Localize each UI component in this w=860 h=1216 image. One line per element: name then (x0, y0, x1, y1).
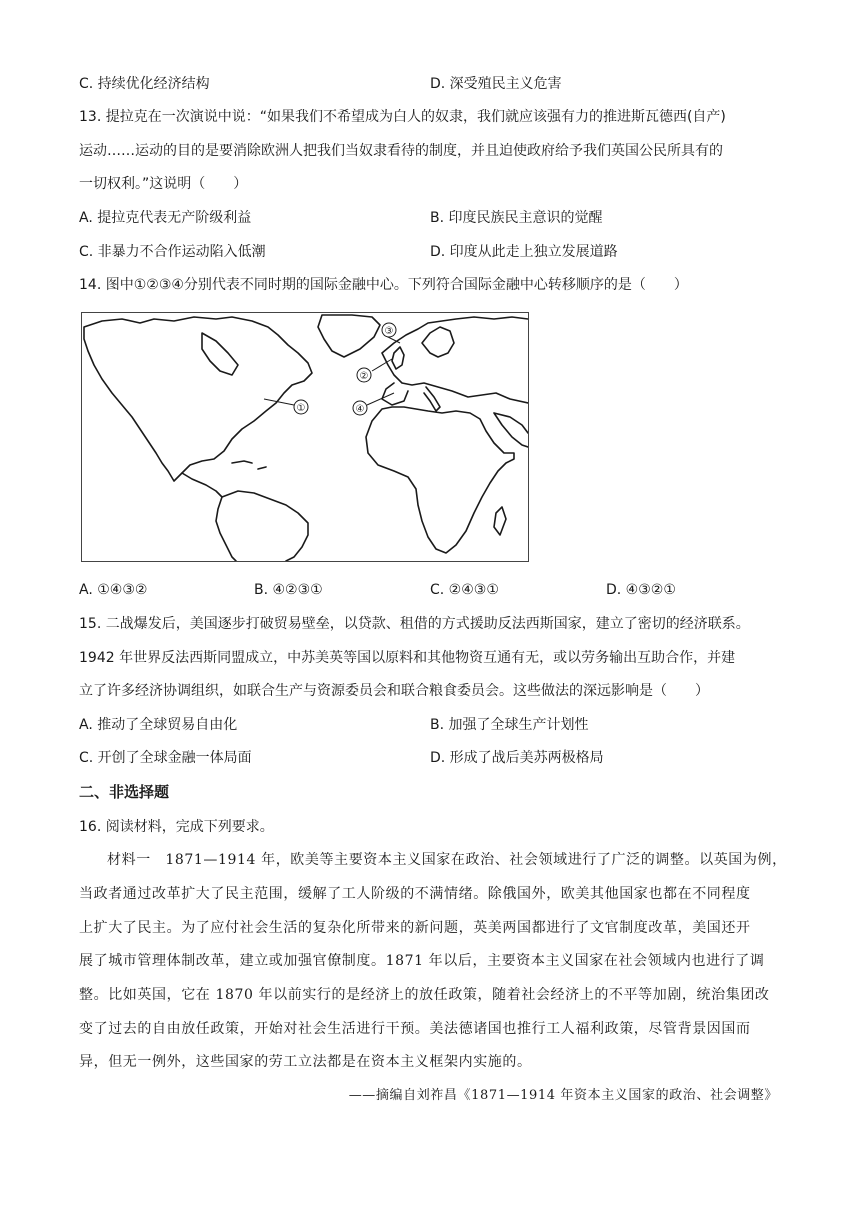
arabia-outline (494, 413, 528, 447)
british-isles (392, 347, 404, 369)
q15-option-c: C. 开创了全球金融一体局面 (79, 750, 252, 766)
q16-material-line: 上扩大了民主。为了应付社会生活的复杂化所带来的新问题，英美两国都进行了文官制度改革，美国还开 (79, 920, 751, 936)
q16-stem: 16. 阅读材料，完成下列要求。 (79, 819, 274, 835)
q16-material-line: 异，但无一例外，这些国家的劳工立法都是在资本主义框架内实施的。 (79, 1054, 532, 1070)
q15-stem-line2: 1942 年世界反法西斯同盟成立，中苏美英等国以原料和其他物资互通有无，或以劳务输出互助合作，并建 (79, 650, 736, 666)
q16-material-line: 展了城市管理体制改革，建立或加强官僚制度。1871 年以后，主要资本主义国家在社会领域内也进行了调 (79, 953, 765, 969)
north-america-outline (84, 317, 312, 481)
q15-stem-line3: 立了许多经济协调组织，如联合生产与资源委员会和联合粮食委员会。这些做法的深远影响是（ ） (79, 683, 709, 699)
italy (424, 387, 440, 411)
q14-option-b: B. ④②③① (254, 582, 323, 598)
madagascar (494, 507, 506, 535)
map-label-4: ④ (355, 404, 365, 415)
q13-option-d: D. 印度从此走上独立发展道路 (430, 244, 618, 260)
q13-option-b: B. 印度民族民主意识的觉醒 (430, 210, 603, 226)
q16-material-line: 当政者通过改革扩大了民主范围，缓解了工人阶级的不满情绪。除俄国外，欧美其他国家也都在不同程度 (79, 886, 751, 902)
world-map-figure (81, 312, 529, 562)
section-title: 二、非选择题 (79, 783, 170, 801)
caribbean-islands (232, 461, 252, 463)
q13-stem-line1: 13. 提拉克在一次演说中说：“如果我们不希望成为白人的奴隶，我们就应该强有力的推进斯瓦德西(自产) (79, 109, 726, 125)
q16-material-line: 整。比如英国，它在 1870 年以前实行的是经济上的放任政策，随着社会经济上的不平等加剧，统治集团改 (79, 987, 770, 1003)
europe-outline (382, 317, 528, 403)
central-america (182, 473, 222, 497)
q14-stem: 14. 图中①②③④分别代表不同时期的国际金融中心。下列符合国际金融中心转移顺序的是（ ） (79, 277, 688, 293)
hudson-bay (202, 333, 238, 375)
africa-outline (366, 407, 514, 553)
q15-option-a: A. 推动了全球贸易自由化 (79, 717, 238, 733)
q13-option-a: A. 提拉克代表无产阶级利益 (79, 210, 252, 226)
scandinavia-outline (422, 327, 454, 357)
south-america-outline (216, 491, 308, 561)
world-map-svg (82, 313, 528, 561)
q14-option-d: D. ④③②① (606, 582, 676, 598)
q14-option-a: A. ①④③② (79, 582, 148, 598)
q16-material-line: 变了过去的自由放任政策，开始对社会生活进行干预。美法德诸国也推行工人福利政策，尽管背景因国而 (79, 1021, 751, 1037)
map-label-2: ② (359, 371, 369, 382)
q13-stem-line2: 运动……运动的目的是要消除欧洲人把我们当奴隶看待的制度，并且迫使政府给予我们英国公民所具有的 (79, 143, 723, 159)
q13-stem-line3: 一切权利。”这说明（ ） (79, 176, 248, 192)
map-label-1: ① (296, 403, 306, 414)
iberia (382, 383, 408, 405)
q13-option-c: C. 非暴力不合作运动陷入低潮 (79, 244, 266, 260)
q15-stem-line1: 15. 二战爆发后，美国逐步打破贸易壁垒，以贷款、租借的方式援助反法西斯国家，建立了密切的经济联系。 (79, 616, 750, 632)
q15-option-b: B. 加强了全球生产计划性 (430, 717, 589, 733)
q16-source: ——摘编自刘祚昌《1871—1914 年资本主义国家的政治、社会调整》 (348, 1088, 778, 1103)
greenland-outline (318, 315, 380, 357)
q12-option-c: C. 持续优化经济结构 (79, 76, 210, 92)
q15-option-d: D. 形成了战后美苏两极格局 (430, 750, 604, 766)
q16-material-line: 材料一 1871—1914 年，欧美等主要资本主义国家在政治、社会领域进行了广泛的调整。以英国为例， (107, 852, 787, 868)
q14-option-c: C. ②④③① (430, 582, 499, 598)
q12-option-d: D. 深受殖民主义危害 (430, 76, 562, 92)
map-label-3: ③ (384, 326, 394, 337)
